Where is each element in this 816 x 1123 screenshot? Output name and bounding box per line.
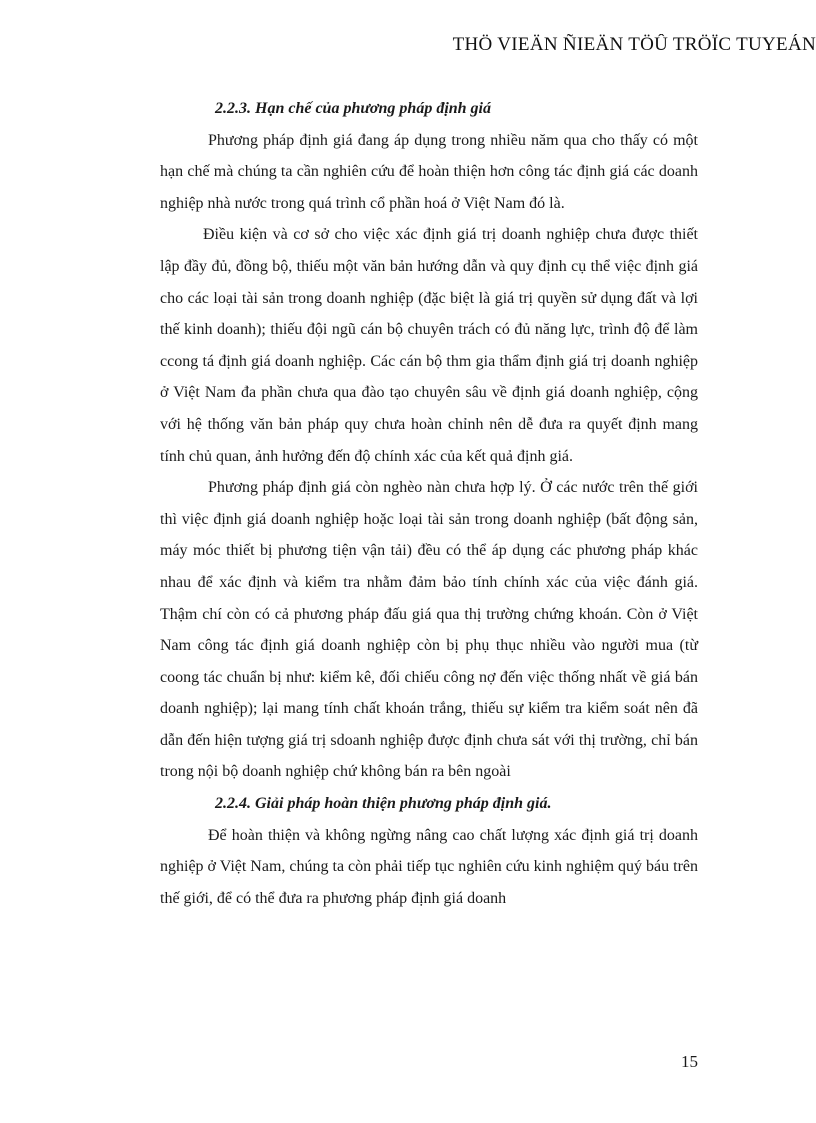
- paragraph-conditions: Điều kiện và cơ sở cho việc xác định giá trị doanh nghiệp chưa được thiết lập đầy đủ, đồng bộ, thiếu một văn bản hướng dẫn và quy định cụ thể việc định giá cho các loại tài sản trong doanh nghiệp (đặc biệt là giá trị quyền sử dụng đất và lợi thế kinh doanh); thiếu đội ngũ cán bộ chuyên trách có đủ năng lực, trình độ để làm ccong tá định giá doanh nghiệp. Các cán bộ thm gia thẩm định giá trị doanh nghiệp ở Việt Nam đa phần chưa qua đào tạo chuyên sâu về định giá doanh nghiệp, cộng với hệ thống văn bản pháp quy chưa hoàn chỉnh nên dễ đưa ra quyết định mang tính chủ quan, ảnh hưởng đến độ chính xác của kết quả định giá.: [160, 226, 698, 465]
- document-body: [160, 93, 698, 914]
- running-header: THÖ VIEÄN ÑIEÄN TÖÛ TRÖÏC TUYEÁN: [452, 34, 816, 55]
- section-heading-2-2-4: 2.2.4. Giải pháp hoàn thiện phương pháp định giá.: [215, 795, 552, 813]
- paragraph-methods: Phương pháp định giá còn nghèo nàn chưa hợp lý. Ở các nước trên thế giới thì việc định giá doanh nghiệp hoặc loại tài sản trong doanh nghiệp (bất động sản, máy móc thiết bị phương tiện vận tải) đều có thể áp dụng các phương pháp khác nhau để xác định và kiểm tra nhằm đảm bảo tính chính xác của việc đánh giá. Thậm chí còn có cả phương pháp đấu giá qua thị trường chứng khoán. Còn ở Việt Nam công tác định giá doanh nghiệp còn bị phụ thục nhiều vào người mua (từ coong tác chuẩn bị như: kiểm kê, đối chiếu công nợ đến việc thống nhất về giá bán doanh nghiệp); lại mang tính chất khoán trắng, thiếu sự kiểm tra kiểm soát nên đã dẫn đến hiện tượng giá trị sdoanh nghiệp được định chưa sát với thị trường, chỉ bán trong nội bộ doanh nghiệp chứ không bán ra bên ngoài: [160, 479, 698, 781]
- paragraph-intro: Phương pháp định giá đang áp dụng trong nhiều năm qua cho thấy có một hạn chế mà chúng ta cần nghiên cứu để hoàn thiện hơn công tác định giá các doanh nghiệp nhà nước trong quá trình cổ phần hoá ở Việt Nam đó là.: [160, 131, 698, 212]
- paragraph-solution: Để hoàn thiện và không ngừng nâng cao chất lượng xác định giá trị doanh nghiệp ở Việt Nam, chúng ta còn phải tiếp tục nghiên cứu kinh nghiệm quý báu trên thế giới, để có thể đưa ra phương pháp định giá doanh: [160, 826, 698, 907]
- section-heading-2-2-3: 2.2.3. Hạn chế của phương pháp định giá: [215, 100, 491, 117]
- page-number: 15: [681, 1052, 698, 1071]
